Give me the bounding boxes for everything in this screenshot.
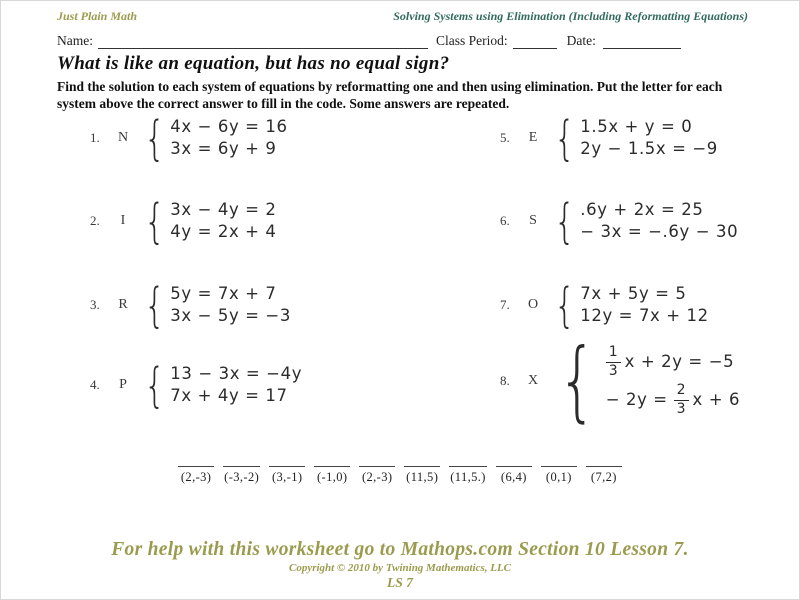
copyright-line: Copyright © 2010 by Twining Mathematics, LLC: [288, 562, 512, 574]
equation-system: [170, 116, 287, 160]
worksheet-title: Solving Systems using Elimination (Including Reformatting Equations): [393, 9, 748, 23]
problem-number: 6.: [500, 213, 510, 228]
class-period-label: Class Period:: [436, 33, 508, 48]
problem-letter: E: [528, 130, 538, 145]
equation-1: 1.5x + y = 0: [580, 117, 693, 136]
class-period-blank: [513, 35, 557, 49]
equation-system: [580, 199, 738, 243]
answer-blank: (-1,0): [314, 466, 350, 485]
problem-7: 7. O { 7x + 5y = 5 12y = 7x + 12: [500, 277, 709, 333]
problem-letter: X: [527, 373, 539, 388]
name-blank: [98, 35, 428, 49]
name-label: Name:: [57, 33, 93, 48]
equation-2: 12y = 7x + 12: [580, 306, 709, 325]
name-row: [57, 33, 747, 49]
equation-1: 13 − 3x = −4y: [170, 364, 303, 383]
problem-number: 4.: [90, 377, 100, 392]
brand-text: Just Plain Math: [57, 9, 138, 23]
problem-letter: I: [120, 213, 126, 228]
answer-blank: (7,2): [586, 466, 622, 485]
equation-1: .6y + 2x = 25: [580, 200, 704, 219]
equation-1: 3x − 4y = 2: [170, 200, 277, 219]
equation-1: 4x − 6y = 16: [170, 117, 288, 136]
answer-blank: (11,5): [404, 466, 440, 485]
equation-system: [606, 343, 740, 419]
equation-2: 3x = 6y + 9: [170, 139, 277, 158]
date-blank: [603, 35, 681, 49]
problem-number: 8.: [500, 373, 510, 388]
fraction-denominator: 3: [676, 400, 686, 417]
problem-number: 3.: [90, 297, 100, 312]
equation-system: [170, 363, 302, 407]
equation-system: [580, 116, 718, 160]
answer-blank: (2,-3): [178, 466, 214, 485]
equation-1: [606, 343, 740, 381]
problem-letter: N: [117, 130, 129, 145]
equation-1: 7x + 5y = 5: [580, 284, 687, 303]
problem-letter: S: [529, 213, 537, 228]
problem-4: 4. P { 13 − 3x = −4y 7x + 4y = 17: [90, 357, 303, 413]
answer-blank: (0,1): [541, 466, 577, 485]
answer-blank: (6,4): [496, 466, 532, 485]
problem-letter: R: [118, 297, 128, 312]
problem-number: 7.: [500, 297, 510, 312]
problem-2: 2. I { 3x − 4y = 2 4y = 2x + 4: [90, 193, 277, 249]
problem-6: 6. S { .6y + 2x = 25 − 3x = −.6y − 30: [500, 193, 739, 249]
problem-number: 2.: [90, 213, 100, 228]
equation-system: [170, 199, 276, 243]
instructions-text: Find the solution to each system of equations by reformatting one and then using elimination. Put the letter for each system above the correct answer to fill in the code. Some answers are repeated.: [57, 79, 723, 111]
equation-system: [170, 283, 291, 327]
equation-2: 7x + 4y = 17: [170, 386, 288, 405]
problem-number: 1.: [90, 130, 100, 145]
problem-3: 3. R { 5y = 7x + 7 3x − 5y = −3: [90, 277, 291, 333]
fraction-denominator: 3: [608, 362, 618, 379]
answer-code-strip: [0, 466, 800, 485]
equation-text: x + 2y = −5: [624, 352, 735, 371]
problem-letter: O: [527, 297, 539, 312]
help-line: For help with this worksheet go to Mathops.com Section 10 Lesson 7.: [111, 539, 689, 560]
riddle-title: What is like an equation, but has no equal sign?: [57, 53, 450, 74]
equation-system: [580, 283, 708, 327]
date-label: Date:: [566, 33, 596, 48]
equation-1: 5y = 7x + 7: [170, 284, 277, 303]
fraction: [674, 383, 689, 417]
answer-blank: (3,-1): [269, 466, 305, 485]
equation-2: 2y − 1.5x = −9: [580, 139, 718, 158]
answer-blank: (-3,-2): [223, 466, 260, 485]
equation-2: − 3x = −.6y − 30: [580, 222, 739, 241]
lesson-code: LS 7: [387, 575, 413, 590]
equation-2: [606, 381, 740, 419]
equation-text: x + 6: [692, 390, 741, 409]
equation-2: 4y = 2x + 4: [170, 222, 277, 241]
problem-8: 8. X { $\frac{1}{3}$ x + 2y = −5 − 2y = $\frac{2}{3}$ x + 6: [500, 330, 741, 432]
equation-2: 3x − 5y = −3: [170, 306, 291, 325]
fraction-numerator: 2: [674, 383, 689, 400]
problem-letter: P: [119, 377, 127, 392]
fraction-numerator: 1: [606, 345, 621, 362]
fraction: [606, 345, 621, 379]
answer-blank: (2,-3): [359, 466, 395, 485]
problem-number: 5.: [500, 130, 510, 145]
equation-text: − 2y =: [605, 390, 668, 409]
problem-1: 1. N { 4x − 6y = 16 3x = 6y + 9: [90, 110, 288, 166]
answer-blank: (11,5.): [449, 466, 487, 485]
problem-5: 5. E { 1.5x + y = 0 2y − 1.5x = −9: [500, 110, 718, 166]
